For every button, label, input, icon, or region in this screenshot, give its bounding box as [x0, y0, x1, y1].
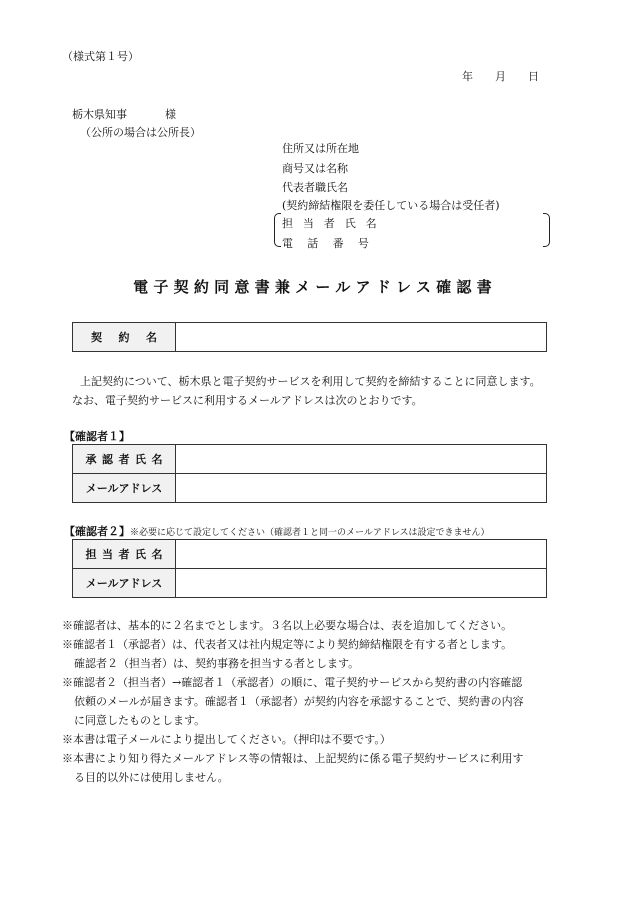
contract-label: 契約名: [73, 323, 176, 352]
body-line-1: 上記契約について、栃木県と電子契約サービスを利用して契約を締結することに同意します。: [80, 375, 541, 388]
confirmer2-heading-line: [64, 523, 490, 539]
sender-address-label: 住所又は所在地: [282, 142, 359, 155]
sender-delegation-note: (契約締結権限を委任している場合は受任者): [282, 199, 500, 212]
approver-name-field[interactable]: [176, 445, 547, 474]
date-day: 日: [528, 70, 539, 83]
approver-email-field[interactable]: [176, 474, 547, 503]
note-line: 依頼のメールが届きます。確認者１（承認者）が契約内容を承認することで、契約書の内容: [74, 695, 524, 708]
addressee-note: （公所の場合は公所長）: [80, 126, 201, 139]
contract-name-field[interactable]: [176, 323, 547, 352]
sender-contact-label: 担当者氏名: [282, 217, 387, 230]
table-row: [73, 445, 547, 474]
note-line: ※本書により知り得たメールアドレス等の情報は、上記契約に係る電子契約サービスに利用す: [62, 752, 524, 765]
table-row: [73, 569, 547, 598]
table-row: [73, 540, 547, 569]
table-row: [73, 474, 547, 503]
note-line: ※確認者１（承認者）は、代表者又は社内規定等により契約締結権限を有する者とします。: [62, 638, 513, 651]
note-line: ※本書は電子メールにより提出してください。（押印は不要です。）: [62, 733, 391, 746]
bracket-right: [543, 213, 550, 247]
contract-table: [72, 322, 547, 352]
date-year: 年: [462, 70, 473, 83]
bracket-left: [274, 213, 281, 247]
note-line: ※確認者は、基本的に２名までとします。３名以上必要な場合は、表を追加してください。: [62, 619, 513, 632]
approver-email-label: メールアドレス: [73, 474, 176, 503]
table-row: [73, 323, 547, 352]
staff-name-field[interactable]: [176, 540, 547, 569]
date-month: 月: [495, 70, 506, 83]
note-line: に同意したものとします。: [74, 714, 206, 727]
note-line: る目的以外には使用しません。: [74, 771, 229, 784]
sender-representative-label: 代表者職氏名: [282, 181, 348, 194]
staff-name-label: 担当者氏名: [73, 540, 176, 569]
confirmer2-note: ※必要に応じて設定してください（確認者１と同一のメールアドレスは設定できません）: [130, 528, 490, 538]
note-line: 確認者２（担当者）は、契約事務を担当する者とします。: [74, 657, 360, 670]
addressee-name: 栃木県知事: [72, 108, 127, 121]
staff-email-label: メールアドレス: [73, 569, 176, 598]
notes-section: [62, 616, 602, 787]
sender-company-label: 商号又は名称: [282, 162, 348, 175]
confirmer1-heading: 【確認者１】: [64, 430, 130, 443]
staff-email-field[interactable]: [176, 569, 547, 598]
note-line: ※確認者２（担当者）→確認者１（承認者）の順に、電子契約サービスから契約書の内容確認: [62, 676, 523, 689]
form-number: （様式第１号）: [62, 50, 139, 63]
body-line-2: なお、電子契約サービスに利用するメールアドレスは次のとおりです。: [72, 394, 423, 407]
date-line: [462, 68, 561, 84]
addressee-honorific: 様: [165, 108, 176, 121]
addressee: [72, 106, 176, 122]
page-title: 電子契約同意書兼メールアドレス確認書: [133, 278, 497, 296]
confirmer2-heading: 【確認者２】: [64, 525, 130, 538]
sender-phone-label: 電話番号: [282, 237, 384, 250]
confirmer2-table: [72, 539, 547, 598]
approver-name-label: 承認者氏名: [73, 445, 176, 474]
confirmer1-table: [72, 444, 547, 503]
